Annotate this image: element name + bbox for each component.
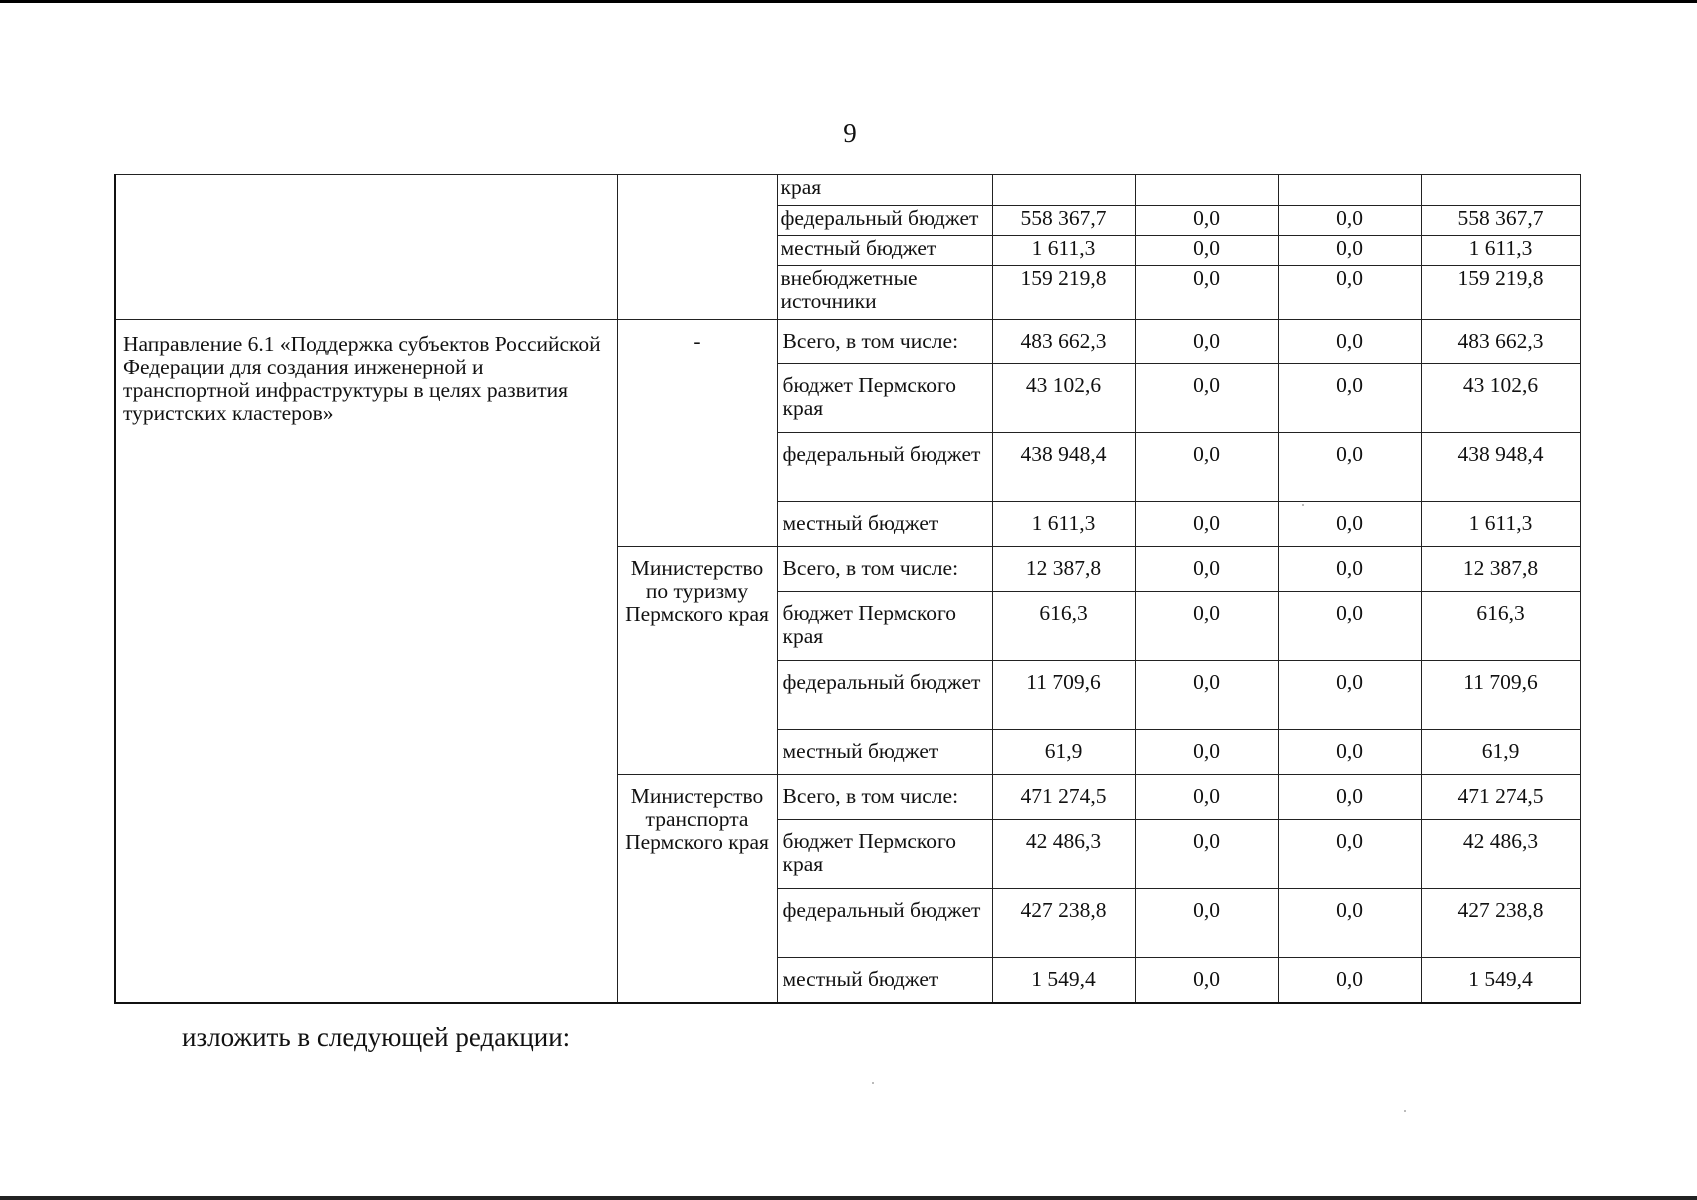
source-cell: местный бюджет	[777, 958, 992, 1003]
source-cell: края	[777, 175, 992, 206]
value-cell: 0,0	[1278, 206, 1421, 236]
value-cell	[992, 175, 1135, 206]
source-cell: федеральный бюджет	[777, 433, 992, 502]
source-cell: бюджет Пермского края	[777, 820, 992, 889]
value-cell: 0,0	[1135, 661, 1278, 730]
value-cell	[1278, 175, 1421, 206]
value-cell: 11 709,6	[1421, 661, 1580, 730]
direction-cell: Направление 6.1 «Поддержка субъектов Российской Федерации для создания инженерной и транспортной инфраструктуры в целях развития туристских кластеров»	[115, 320, 617, 1003]
value-cell: 483 662,3	[1421, 320, 1580, 364]
value-cell: 0,0	[1278, 364, 1421, 433]
org-cell: Министерство по туризму Пермского края	[617, 547, 777, 775]
value-cell: 0,0	[1135, 775, 1278, 820]
scan-speck	[1302, 504, 1304, 506]
value-cell: 0,0	[1135, 730, 1278, 775]
value-cell: 0,0	[1278, 958, 1421, 1003]
value-cell: 0,0	[1135, 592, 1278, 661]
source-cell: Всего, в том числе:	[777, 320, 992, 364]
value-cell: 471 274,5	[1421, 775, 1580, 820]
source-cell: федеральный бюджет	[777, 889, 992, 958]
value-cell: 0,0	[1135, 502, 1278, 547]
source-cell: федеральный бюджет	[777, 206, 992, 236]
value-cell: 0,0	[1135, 820, 1278, 889]
value-cell: 0,0	[1278, 502, 1421, 547]
value-cell: 0,0	[1135, 547, 1278, 592]
value-cell: 0,0	[1278, 775, 1421, 820]
empty-cell	[617, 175, 777, 320]
page-number: 9	[843, 118, 857, 148]
source-cell: Всего, в том числе:	[777, 775, 992, 820]
value-cell: 42 486,3	[1421, 820, 1580, 889]
value-cell: 159 219,8	[1421, 266, 1580, 320]
source-cell: федеральный бюджет	[777, 661, 992, 730]
value-cell: 483 662,3	[992, 320, 1135, 364]
value-cell: 558 367,7	[1421, 206, 1580, 236]
value-cell: 42 486,3	[992, 820, 1135, 889]
source-cell: бюджет Пермского края	[777, 364, 992, 433]
value-cell: 61,9	[1421, 730, 1580, 775]
value-cell: 1 549,4	[1421, 958, 1580, 1003]
value-cell: 0,0	[1278, 320, 1421, 364]
value-cell: 43 102,6	[1421, 364, 1580, 433]
value-cell: 61,9	[992, 730, 1135, 775]
scan-bottom-border	[0, 1196, 1697, 1200]
value-cell: 159 219,8	[992, 266, 1135, 320]
value-cell: 0,0	[1135, 889, 1278, 958]
value-cell: 558 367,7	[992, 206, 1135, 236]
value-cell: 427 238,8	[1421, 889, 1580, 958]
scan-top-border	[0, 0, 1697, 3]
budget-table	[114, 174, 1581, 1004]
value-cell: 0,0	[1278, 889, 1421, 958]
value-cell: 0,0	[1278, 433, 1421, 502]
value-cell	[1135, 175, 1278, 206]
empty-cell	[115, 175, 617, 320]
value-cell: 438 948,4	[1421, 433, 1580, 502]
value-cell: 0,0	[1135, 266, 1278, 320]
value-cell: 616,3	[1421, 592, 1580, 661]
value-cell: 12 387,8	[1421, 547, 1580, 592]
scan-speck	[872, 1082, 874, 1084]
value-cell: 616,3	[992, 592, 1135, 661]
value-cell: 1 611,3	[1421, 236, 1580, 266]
value-cell: 0,0	[1135, 958, 1278, 1003]
value-cell: 0,0	[1135, 433, 1278, 502]
value-cell	[1421, 175, 1580, 206]
source-cell: внебюджетные источники	[777, 266, 992, 320]
value-cell: 0,0	[1135, 320, 1278, 364]
footer-instruction-text: изложить в следующей редакции:	[182, 1022, 571, 1052]
value-cell: 438 948,4	[992, 433, 1135, 502]
table-row	[115, 175, 1580, 206]
value-cell: 12 387,8	[992, 547, 1135, 592]
value-cell: 427 238,8	[992, 889, 1135, 958]
source-cell: Всего, в том числе:	[777, 547, 992, 592]
value-cell: 0,0	[1135, 206, 1278, 236]
source-cell: бюджет Пермского края	[777, 592, 992, 661]
value-cell: 11 709,6	[992, 661, 1135, 730]
source-cell: местный бюджет	[777, 236, 992, 266]
value-cell: 0,0	[1278, 820, 1421, 889]
value-cell: 1 611,3	[992, 502, 1135, 547]
value-cell: 0,0	[1278, 592, 1421, 661]
value-cell: 1 549,4	[992, 958, 1135, 1003]
value-cell: 43 102,6	[992, 364, 1135, 433]
source-cell: местный бюджет	[777, 502, 992, 547]
source-cell: местный бюджет	[777, 730, 992, 775]
value-cell: 1 611,3	[992, 236, 1135, 266]
org-cell: Министерство транспорта Пермского края	[617, 775, 777, 1003]
value-cell: 471 274,5	[992, 775, 1135, 820]
value-cell: 0,0	[1135, 364, 1278, 433]
scan-speck	[1404, 1110, 1406, 1112]
value-cell: 1 611,3	[1421, 502, 1580, 547]
table-row	[115, 320, 1580, 364]
value-cell: 0,0	[1278, 266, 1421, 320]
value-cell: 0,0	[1278, 547, 1421, 592]
value-cell: 0,0	[1135, 236, 1278, 266]
value-cell: 0,0	[1278, 661, 1421, 730]
value-cell: 0,0	[1278, 730, 1421, 775]
org-cell: -	[617, 320, 777, 547]
value-cell: 0,0	[1278, 236, 1421, 266]
